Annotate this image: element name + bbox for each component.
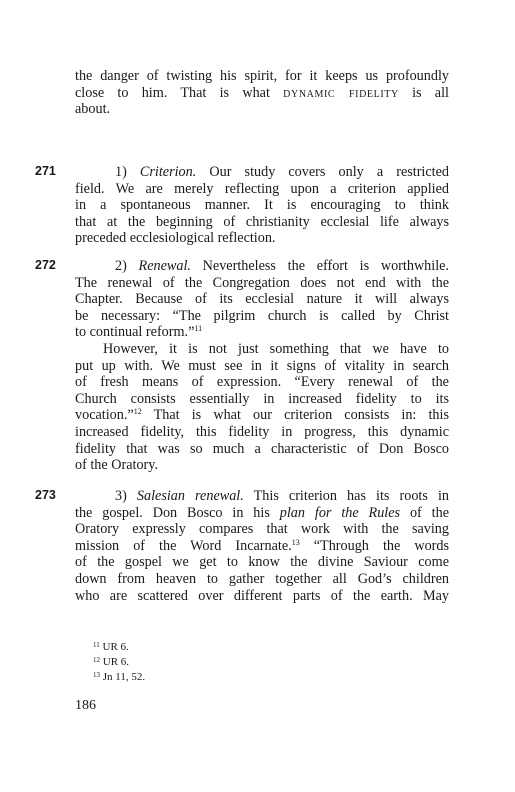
heading-criterion: Criterion. — [139, 164, 197, 180]
heading-salesian-renewal: Salesian renewal. — [136, 488, 244, 504]
text-line: field. We are merely reflecting upon a criterion applied — [75, 180, 449, 197]
footnotes — [93, 640, 145, 685]
text-line: be necessary: “The pilgrim church is called by Christ — [75, 307, 449, 324]
text-line: 3) Salesian renewal. This criterion has its roots in — [115, 488, 450, 504]
footnote-ref: 12 — [133, 407, 142, 417]
text-line: Church consists essentially in increased fidelity to its — [75, 390, 449, 407]
paragraph-271 — [75, 164, 449, 247]
text-line: fidelity that was so much a characteristic of Don Bosco — [75, 440, 449, 457]
text-line: down from heaven to gather together all God’s children — [75, 570, 449, 587]
paragraph-273 — [75, 488, 449, 604]
text-line: close to him. That is what dynamic fidelity is all — [75, 84, 449, 101]
text-line: increased fidelity, this fidelity in progress, this dynamic — [75, 423, 449, 440]
margin-number-271: 271 — [35, 164, 56, 178]
footnote: $^{12}$ UR 6. — [93, 656, 130, 668]
text-line: However, it is not just something that we have to — [103, 340, 449, 357]
text-line: mission of the Word Incarnate.$^{13}$ “Through the words — [75, 537, 449, 554]
intro-paragraph — [75, 68, 449, 118]
heading-renewal: Renewal. — [138, 258, 191, 274]
text-line: preceded ecclesiological reflection. — [75, 230, 276, 247]
text-line: of the gospel we get to know the divine Saviour come — [75, 554, 449, 571]
text-line: to continual reform.”$^{11}$ — [75, 324, 203, 341]
text-line: that at the beginning of christianity ecclesial life always — [75, 213, 449, 230]
margin-number-273: 273 — [35, 488, 56, 502]
footnote-ref: 11 — [194, 324, 203, 334]
footnote: $^{13}$ Jn 11, 52. — [93, 671, 146, 683]
page-number: 186 — [75, 698, 96, 713]
text-line: of fresh means of expression. “Every renewal of the — [75, 374, 449, 391]
plan-for-rules-title: plan for the Rules — [279, 504, 401, 521]
text-line: the gospel. Don Bosco in his plan for the Rules of the — [75, 504, 450, 521]
text-line: about. — [75, 101, 111, 118]
text-line: put up with. We must see in it signs of vitality in search — [75, 357, 449, 374]
margin-number-272: 272 — [35, 258, 56, 272]
text-line: Chapter. Because of its ecclesial nature it will always — [75, 291, 449, 308]
text-line: 1) Criterion. Our study covers only a restricted — [115, 164, 449, 180]
text-line: in a spontaneous manner. It is encouraging to think — [75, 197, 449, 214]
text-line: who are scattered over different parts of the earth. May — [75, 587, 449, 604]
dynamic-fidelity-term: dynamic fidelity — [283, 84, 399, 101]
paragraph-272 — [75, 258, 449, 474]
text-line: The renewal of the Congregation does not end with the — [75, 274, 449, 291]
text-line: of the Oratory. — [75, 457, 158, 474]
text-line: vocation.”$^{12}$ That is what our criterion consists in: this — [75, 407, 449, 424]
footnote: $^{11}$ UR 6. — [93, 641, 129, 653]
text-line: 2) Renewal. Nevertheless the effort is worthwhile. — [115, 258, 450, 274]
text-line: Oratory expressly compares that work with the saving — [75, 521, 449, 538]
footnote-ref: 13 — [291, 537, 300, 547]
text-line: the danger of twisting his spirit, for it keeps us profoundly — [75, 68, 449, 84]
